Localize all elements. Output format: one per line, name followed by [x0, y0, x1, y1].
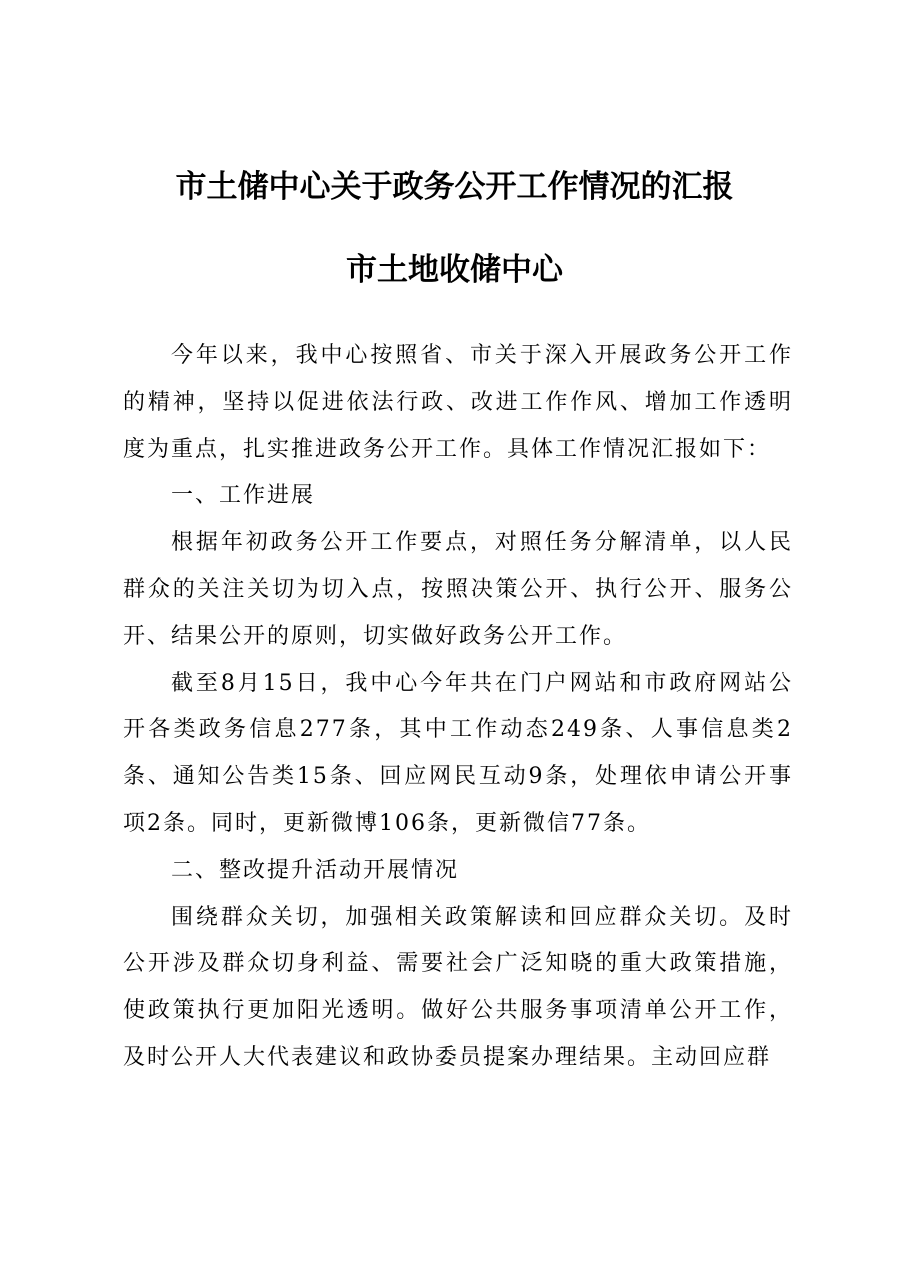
paragraph-statistics: 截至8月15日，我中心今年共在门户网站和市政府网站公开各类政务信息277条，其中工作动态249条、人事信息类2条、通知公告类15条、回应网民互动9条，处理依申请公开事项2条。同时，更新微博106条，更新微信77条。	[123, 670, 793, 836]
document-title: 市土储中心关于政务公开工作情况的汇报	[175, 169, 734, 205]
section-heading-rectification: 二、整改提升活动开展情况	[171, 857, 460, 883]
document-body	[123, 333, 793, 1082]
paragraph-progress: 根据年初政务公开工作要点，对照任务分解清单，以人民群众的关注关切为切入点，按照决策公开、执行公开、服务公开、结果公开的原则，切实做好政务公开工作。	[123, 530, 793, 649]
paragraph-intro: 今年以来，我中心按照省、市关于深入开展政务公开工作的精神，坚持以促进依法行政、改进工作作风、增加工作透明度为重点，扎实推进政务公开工作。具体工作情况汇报如下：	[123, 343, 793, 462]
paragraph-rectification: 围绕群众关切，加强相关政策解读和回应群众关切。及时公开涉及群众切身利益、需要社会广泛知晓的重大政策措施，使政策执行更加阳光透明。做好公共服务事项清单公开工作，及时公开人大代表建议和政协委员提案办理结果。主动回应群	[123, 904, 793, 1070]
document-subtitle: 市土地收储中心	[346, 252, 563, 288]
section-heading-progress: 一、工作进展	[171, 483, 316, 509]
